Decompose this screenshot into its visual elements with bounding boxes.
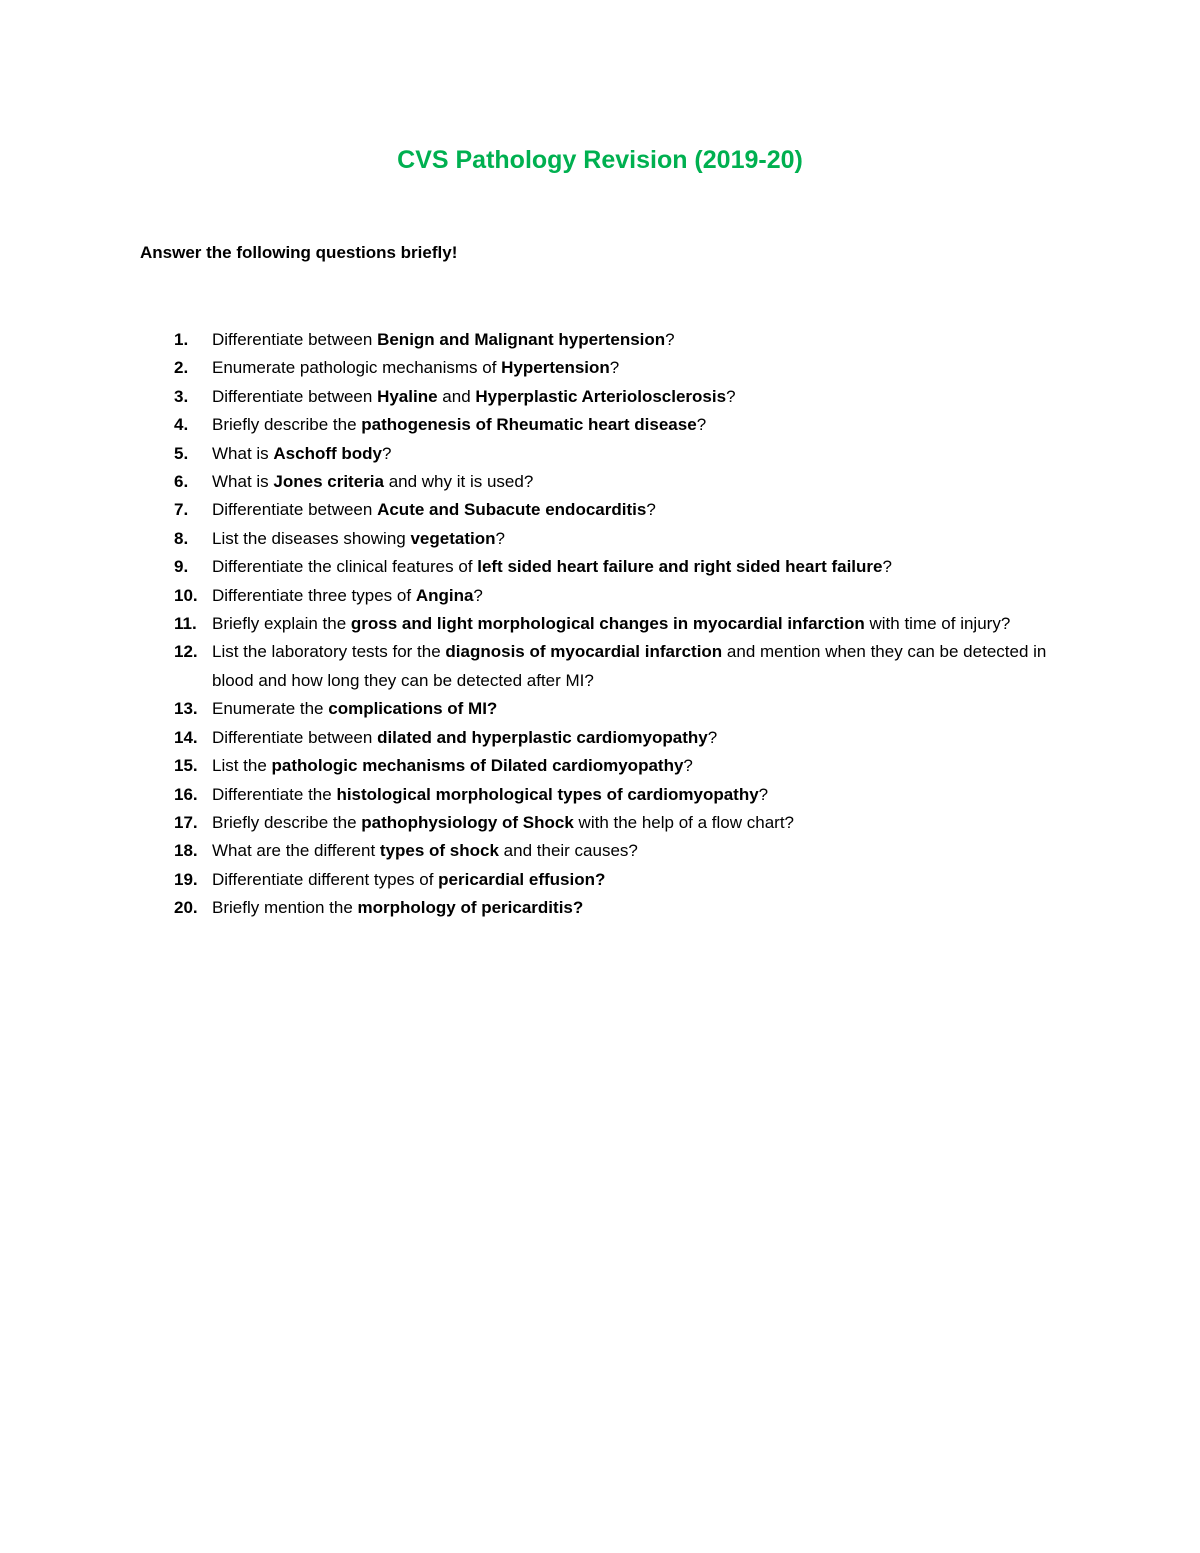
- question-segment: List the diseases showing: [212, 528, 411, 548]
- question-number: 12.: [174, 642, 198, 662]
- list-item: [140, 638, 1060, 695]
- question-text: [212, 841, 638, 860]
- question-segment: ?: [882, 557, 892, 577]
- question-number: 2.: [174, 358, 189, 378]
- question-text: [212, 557, 892, 576]
- instruction-text: Answer the following questions briefly!: [140, 243, 458, 262]
- question-number: 10.: [174, 585, 198, 605]
- question-number: 20.: [174, 898, 198, 918]
- question-number: 18.: [174, 841, 198, 861]
- question-segment: What is: [212, 443, 274, 463]
- question-keyterm: pathophysiology of Shock: [361, 812, 574, 832]
- question-keyterm: pericardial effusion?: [438, 869, 606, 889]
- question-segment: with the help of a flow chart?: [573, 812, 794, 832]
- question-segment: and: [437, 386, 476, 406]
- question-number: 7.: [174, 500, 189, 520]
- question-segment: Enumerate the: [212, 699, 329, 719]
- list-item: [140, 383, 1060, 411]
- question-text: [212, 330, 675, 349]
- question-text: [212, 813, 794, 832]
- question-text: [212, 756, 693, 775]
- question-text: [212, 785, 768, 804]
- question-text: [212, 728, 717, 747]
- question-number: 14.: [174, 727, 198, 747]
- question-segment: What is: [212, 472, 274, 492]
- question-keyterm: types of shock: [379, 841, 499, 861]
- question-segment: Differentiate different types of: [212, 869, 439, 889]
- question-segment: Differentiate between: [212, 386, 378, 406]
- question-list: [140, 326, 1060, 923]
- question-segment: Differentiate between: [212, 727, 378, 747]
- question-number: 11.: [174, 614, 197, 634]
- question-number: 17.: [174, 812, 198, 832]
- question-segment: and why it is used?: [383, 472, 534, 492]
- list-item: [140, 752, 1060, 780]
- list-item: [140, 326, 1060, 354]
- question-text: [212, 415, 706, 434]
- question-keyterm: Acute and Subacute endocarditis: [377, 500, 647, 520]
- question-segment: ?: [495, 528, 505, 548]
- question-segment: Briefly describe the: [212, 812, 362, 832]
- question-text: [212, 500, 656, 519]
- question-number: 8.: [174, 528, 189, 548]
- question-number: 15.: [174, 756, 198, 776]
- question-segment: ?: [726, 386, 736, 406]
- question-text: [212, 472, 533, 491]
- list-item: [140, 809, 1060, 837]
- list-item: [140, 781, 1060, 809]
- question-segment: ?: [665, 330, 675, 349]
- question-segment: Differentiate three types of: [212, 585, 416, 605]
- question-text: [212, 898, 583, 917]
- page-title: CVS Pathology Revision (2019-20): [397, 146, 803, 174]
- question-number: 16.: [174, 784, 198, 804]
- list-item: [140, 553, 1060, 581]
- question-text: [212, 387, 736, 406]
- question-keyterm: Aschoff body: [273, 443, 383, 463]
- question-segment: Briefly explain the: [212, 614, 351, 634]
- list-item: [140, 610, 1060, 638]
- question-keyterm: Hyperplastic Arteriolosclerosis: [475, 386, 727, 406]
- question-text: [212, 529, 505, 548]
- question-keyterm: complications of MI?: [328, 699, 498, 719]
- question-number: 4.: [174, 415, 189, 435]
- list-item: [140, 837, 1060, 865]
- list-item: [140, 582, 1060, 610]
- question-number: 1.: [174, 330, 189, 349]
- question-segment: with time of injury?: [864, 614, 1011, 634]
- question-keyterm: left sided heart failure and right sided heart failure: [477, 557, 883, 577]
- question-keyterm: Angina: [415, 585, 474, 605]
- question-number: 19.: [174, 869, 198, 889]
- question-segment: ?: [382, 443, 392, 463]
- question-segment: List the: [212, 756, 272, 776]
- list-item: [140, 411, 1060, 439]
- question-segment: ?: [609, 358, 620, 378]
- question-text: [212, 642, 1046, 689]
- question-segment: ?: [473, 585, 483, 605]
- list-item: [140, 496, 1060, 524]
- question-text: [212, 699, 497, 718]
- question-keyterm: pathologic mechanisms of Dilated cardiomyopathy: [271, 756, 684, 776]
- question-segment: ?: [707, 727, 718, 747]
- question-segment: ?: [683, 756, 693, 776]
- question-text: [212, 444, 391, 463]
- question-segment: Differentiate the: [212, 784, 337, 804]
- list-item: [140, 525, 1060, 553]
- question-keyterm: morphology of pericarditis?: [357, 898, 584, 918]
- question-keyterm: pathogenesis of Rheumatic heart disease: [361, 415, 697, 435]
- question-text: [212, 586, 483, 605]
- question-number: 9.: [174, 557, 189, 577]
- list-item: [140, 724, 1060, 752]
- question-segment: Briefly describe the: [212, 415, 362, 435]
- question-segment: and their causes?: [498, 841, 638, 861]
- question-segment: List the laboratory tests for the: [212, 642, 446, 662]
- list-item: [140, 695, 1060, 723]
- question-keyterm: Hyaline: [377, 386, 438, 406]
- question-number: 6.: [174, 472, 189, 492]
- question-segment: ?: [758, 784, 769, 804]
- question-keyterm: Jones criteria: [273, 472, 384, 492]
- question-number: 13.: [174, 699, 198, 719]
- question-keyterm: dilated and hyperplastic cardiomyopathy: [377, 727, 708, 747]
- question-number: 5.: [174, 443, 189, 463]
- question-segment: Differentiate between: [212, 330, 378, 349]
- question-segment: ?: [646, 500, 656, 520]
- question-segment: ?: [696, 415, 707, 435]
- list-item: [140, 468, 1060, 496]
- question-text: [212, 870, 605, 889]
- question-segment: Differentiate between: [212, 500, 378, 520]
- question-segment: and mention when they can be detected in blood and how long they can be detected after MI?: [212, 642, 1047, 690]
- question-text: [212, 614, 1010, 633]
- question-number: 3.: [174, 386, 189, 406]
- question-segment: Briefly mention the: [212, 898, 358, 918]
- question-keyterm: histological morphological types of cardiomyopathy: [336, 784, 759, 804]
- list-item: [140, 354, 1060, 382]
- question-keyterm: Benign and Malignant hypertension: [377, 330, 666, 349]
- list-item: [140, 866, 1060, 894]
- question-keyterm: vegetation: [410, 528, 496, 548]
- list-item: [140, 440, 1060, 468]
- question-keyterm: diagnosis of myocardial infarction: [445, 642, 723, 662]
- question-segment: What are the different: [212, 841, 380, 861]
- question-text: [212, 358, 619, 377]
- question-keyterm: Hypertension: [501, 358, 610, 378]
- question-segment: Enumerate pathologic mechanisms of: [212, 358, 502, 378]
- question-segment: Differentiate the clinical features of: [212, 557, 478, 577]
- list-item: [140, 894, 1060, 922]
- question-keyterm: gross and light morphological changes in myocardial infarction: [350, 614, 865, 634]
